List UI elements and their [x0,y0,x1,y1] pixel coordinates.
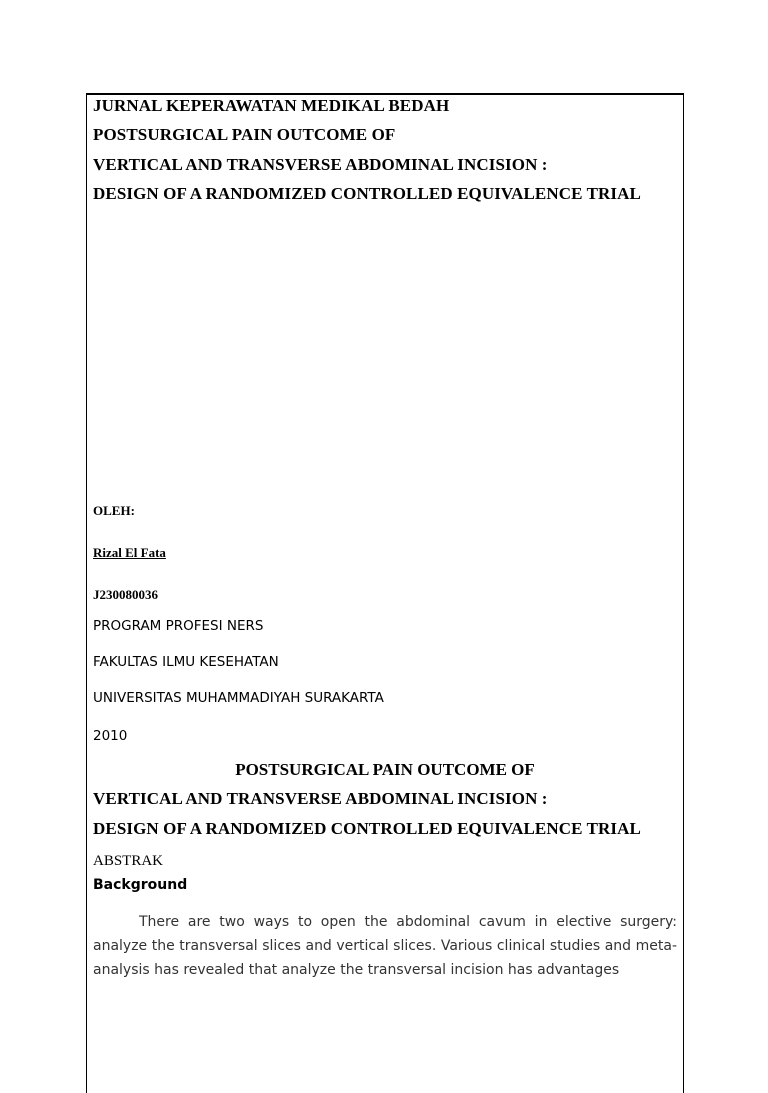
cover-title-line-2: VERTICAL AND TRANSVERSE ABDOMINAL INCISION : [93,155,548,174]
article-title-line-1: POSTSURGICAL PAIN OUTCOME OF [235,760,535,779]
author-name: Rizal El Fata [93,545,166,560]
cover-title-line-3: DESIGN OF A RANDOMIZED CONTROLLED EQUIVALENCE TRIAL [93,184,641,203]
background-paragraph: There are two ways to open the abdominal cavum in elective surgery: analyze the transversal slices and vertical slices. Various clinical studies and meta-analysis has revealed that analyze the transversal incision has advantages [93,914,677,978]
article-title-line-2: VERTICAL AND TRANSVERSE ABDOMINAL INCISION : [93,789,548,808]
oleh-label: OLEH: [93,503,135,518]
abstract-heading: ABSTRAK [93,853,164,869]
university-name: UNIVERSITAS MUHAMMADIYAH SURAKARTA [93,690,384,706]
faculty-name: FAKULTAS ILMU KESEHATAN [93,654,279,670]
program-name: PROGRAM PROFESI NERS [93,618,264,634]
year: 2010 [93,728,128,744]
cover-title-line-1: POSTSURGICAL PAIN OUTCOME OF [93,125,396,144]
article-title-line-3: DESIGN OF A RANDOMIZED CONTROLLED EQUIVALENCE TRIAL [93,819,641,838]
background-heading: Background [93,877,188,893]
student-id: J230080036 [93,587,158,602]
journal-name: JURNAL KEPERAWATAN MEDIKAL BEDAH [93,96,450,115]
